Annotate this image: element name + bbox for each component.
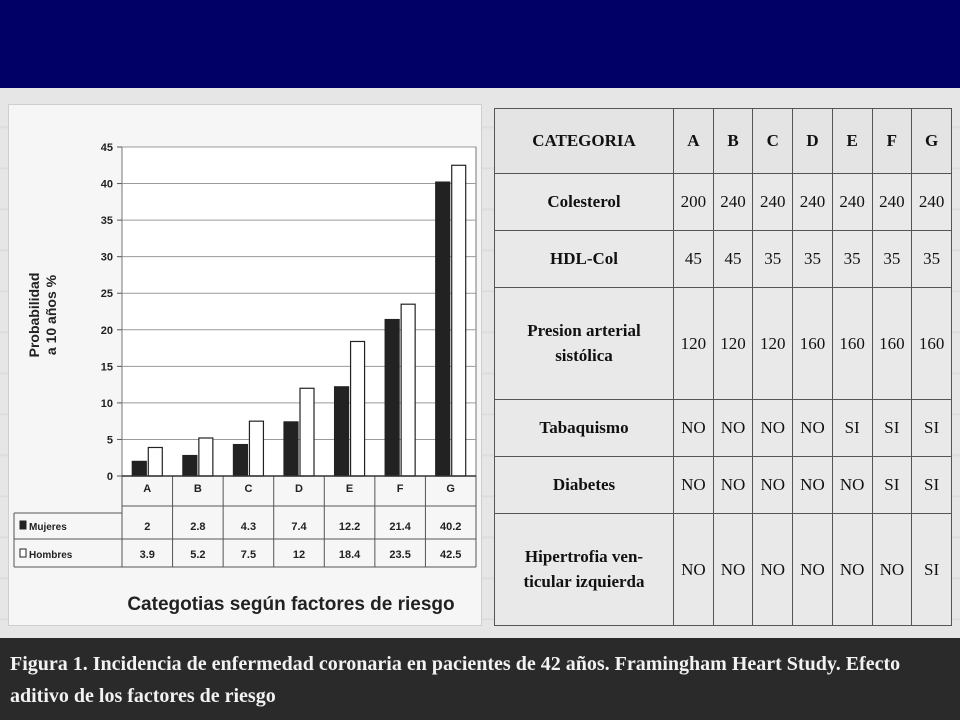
table-cell: NO (753, 457, 793, 514)
table-cell: NO (753, 399, 793, 456)
table-cell: 240 (793, 174, 833, 231)
table-cell: NO (872, 514, 912, 626)
row-label-line: ticular izquierda (523, 571, 645, 591)
bar-mujeres (385, 320, 399, 476)
data-label-mujeres: 21.4 (389, 521, 411, 533)
table-cell: NO (832, 514, 872, 626)
data-label-hombres: 12 (292, 549, 306, 561)
title-bar (0, 0, 960, 88)
table-row (495, 288, 952, 400)
x-tick-label: F (396, 483, 404, 495)
data-label-hombres: 23.5 (389, 549, 411, 561)
table-header-row (495, 109, 952, 174)
y-tick-label: 45 (100, 142, 113, 154)
bar-mujeres (335, 387, 349, 476)
table-column-header: C (753, 109, 793, 174)
table-cell: 45 (674, 231, 714, 288)
table-row (495, 399, 952, 456)
data-label-hombres: 3.9 (139, 549, 155, 561)
data-label-mujeres: 2 (144, 521, 151, 533)
legend-label-mujeres: Mujeres (29, 522, 67, 533)
y-tick-label: 25 (100, 288, 113, 301)
row-label-line: sistólica (555, 345, 613, 365)
x-axis-label: Categotias según factores de riesgo (127, 594, 455, 615)
table-cell: 200 (674, 174, 714, 231)
bar-hombres (452, 165, 466, 476)
bar-hombres (401, 304, 415, 476)
table-cell: 120 (753, 288, 793, 400)
table-cell: SI (912, 514, 952, 626)
y-tick-label: 5 (106, 434, 113, 447)
table-cell: 160 (793, 288, 833, 400)
table-cell: NO (674, 514, 714, 626)
x-tick-label: A (143, 483, 152, 495)
data-label-mujeres: 4.3 (240, 521, 257, 533)
table-column-header: F (872, 109, 912, 174)
data-label-hombres: 7.5 (240, 549, 257, 561)
data-label-hombres: 18.4 (338, 549, 361, 561)
bar-chart (9, 105, 481, 625)
table-row (495, 174, 952, 231)
row-label (495, 174, 674, 231)
row-label-line: Colesterol (547, 191, 621, 211)
y-tick-label: 30 (100, 251, 113, 264)
bar-mujeres (284, 422, 298, 476)
table-cell: 240 (713, 174, 753, 231)
x-tick-label: C (244, 483, 253, 495)
table-cell: NO (713, 514, 753, 626)
y-tick-label: 35 (100, 215, 113, 228)
x-tick-label: G (446, 483, 455, 495)
row-label (495, 514, 674, 626)
table-cell: 240 (832, 174, 872, 231)
row-label-line: Hipertrofia ven- (524, 546, 644, 566)
table-cell: NO (674, 399, 714, 456)
table-cell: 45 (713, 231, 753, 288)
table-row (495, 514, 952, 626)
table-cell: 240 (753, 174, 793, 231)
table-cell: NO (793, 514, 833, 626)
table-cell: NO (832, 457, 872, 514)
table-column-header: D (793, 109, 833, 174)
y-tick-label: 15 (100, 361, 113, 374)
y-tick-label: 20 (100, 324, 113, 337)
data-label-mujeres: 7.4 (291, 521, 307, 533)
bar-hombres (249, 421, 263, 476)
table-cell: 35 (753, 231, 793, 288)
row-label (495, 231, 674, 288)
row-label-line: Presion arterial (527, 320, 641, 340)
table-cell: NO (793, 457, 833, 514)
table-column-header: A (674, 109, 714, 174)
table-cell: NO (713, 457, 753, 514)
y-tick-label: 40 (100, 178, 113, 191)
bar-mujeres (132, 461, 146, 476)
table-cell: 120 (713, 288, 753, 400)
risk-factor-table (494, 108, 952, 626)
y-axis-label (26, 273, 59, 358)
y-axis-label-line: a 10 años % (43, 274, 59, 356)
bar-hombres (300, 388, 314, 476)
table-cell: NO (674, 457, 714, 514)
table-cell: 35 (793, 231, 833, 288)
data-label-mujeres: 40.2 (440, 521, 462, 533)
bar-mujeres (233, 445, 247, 476)
table-cell: 35 (912, 231, 952, 288)
row-label (495, 288, 674, 400)
y-tick-label: 0 (106, 471, 113, 483)
data-label-mujeres: 12.2 (338, 521, 361, 533)
table-cell: SI (912, 457, 952, 514)
row-label-line: Diabetes (552, 474, 616, 494)
table-column-header: B (713, 109, 753, 174)
table-cell: SI (912, 399, 952, 456)
x-tick-label: E (345, 483, 354, 495)
legend-label-hombres: Hombres (29, 550, 73, 561)
table-column-header: G (912, 109, 952, 174)
table-cell: 160 (912, 288, 952, 400)
row-label (495, 399, 674, 456)
table-cell: 160 (872, 288, 912, 400)
data-label-hombres: 42.5 (440, 549, 462, 561)
data-label-hombres: 5.2 (190, 549, 206, 561)
table-cell: NO (753, 514, 793, 626)
table-cell: 35 (832, 231, 872, 288)
legend-swatch-mujeres (20, 521, 26, 529)
figure-caption: Figura 1. Incidencia de enfermedad coronaria en pacientes de 42 años. Framingham Heart Study. Efecto aditivo de los factores de riesgo (10, 653, 901, 707)
table-cell: SI (872, 399, 912, 456)
row-label (495, 457, 674, 514)
row-label-line: Tabaquismo (539, 417, 629, 437)
y-axis-label-line: Probabilidad (26, 272, 42, 358)
table-cell: 240 (912, 174, 952, 231)
bar-mujeres (436, 182, 450, 476)
x-tick-label: D (295, 483, 303, 495)
table-header-label: CATEGORIA (495, 109, 674, 174)
bar-mujeres (183, 456, 197, 476)
table-cell: NO (793, 399, 833, 456)
table-column-header: E (832, 109, 872, 174)
legend-swatch-hombres (20, 549, 26, 557)
table-row (495, 457, 952, 514)
chart-panel (8, 104, 482, 626)
table-cell: SI (872, 457, 912, 514)
bar-hombres (351, 341, 365, 476)
bar-hombres (199, 438, 213, 476)
x-tick-label: B (193, 483, 202, 495)
plot-area (122, 147, 476, 476)
y-tick-label: 10 (100, 397, 113, 410)
bar-hombres (148, 447, 162, 476)
table-cell: 120 (674, 288, 714, 400)
data-label-mujeres: 2.8 (190, 521, 206, 533)
row-label-line: HDL-Col (550, 248, 618, 268)
table-row (495, 231, 952, 288)
table-cell: SI (832, 399, 872, 456)
table-cell: 35 (872, 231, 912, 288)
table-cell: NO (713, 399, 753, 456)
table-cell: 240 (872, 174, 912, 231)
table-cell: 160 (832, 288, 872, 400)
